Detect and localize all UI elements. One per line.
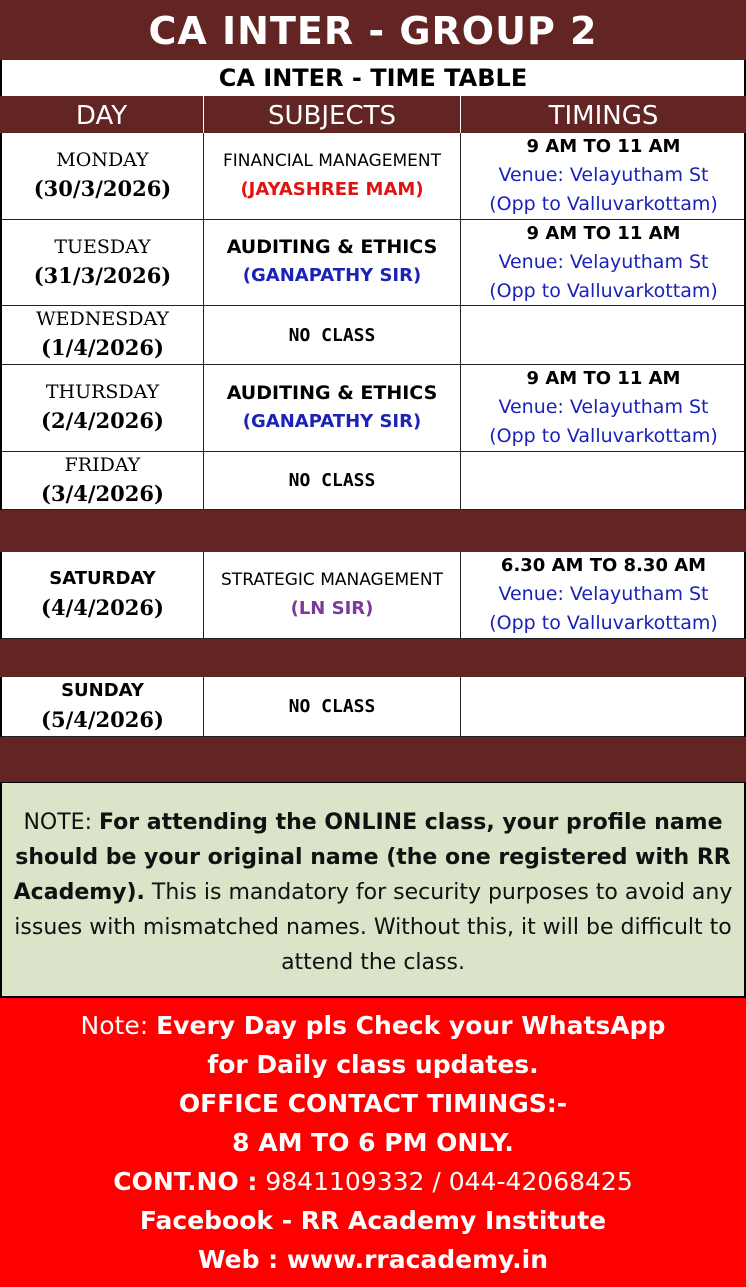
day-date: (4/4/2026): [41, 595, 164, 620]
no-class-label: NO CLASS: [288, 470, 376, 491]
teacher-name: (JAYASHREE MAM): [240, 178, 424, 200]
class-time: 9 AM TO 11 AM: [526, 136, 681, 157]
teacher-name: (GANAPATHY SIR): [242, 410, 422, 432]
table-header: [0, 96, 746, 133]
day-cell: [2, 220, 203, 305]
whatsapp-line-2: for Daily class updates.: [207, 1050, 539, 1079]
table-row-tuesday: [0, 220, 746, 306]
venue-landmark: (Opp to Valluvarkottam): [489, 425, 718, 447]
subject-name: AUDITING & ETHICS: [226, 236, 438, 258]
subject-name: AUDITING & ETHICS: [226, 381, 438, 404]
header-timings: TIMINGS: [460, 96, 746, 133]
day-name: THURSDAY: [45, 381, 160, 403]
day-name: TUESDAY: [54, 235, 151, 258]
divider-band: [0, 639, 746, 677]
timing-cell: [460, 365, 746, 451]
header-subjects: SUBJECTS: [203, 96, 460, 133]
subject-cell: [203, 133, 460, 219]
timing-cell-empty: [460, 677, 746, 736]
subject-name: FINANCIAL MANAGEMENT: [222, 150, 441, 171]
divider-band: [0, 510, 746, 552]
day-cell: [2, 452, 203, 509]
venue-line: Venue: Velayutham St: [498, 396, 709, 418]
day-date: (31/3/2026): [33, 262, 172, 288]
venue-line: Venue: Velayutham St: [498, 250, 709, 273]
note-body: This is mandatory for security purposes to avoid any issues with mismatched names. Without this, it will be difficult to attend the class.: [14, 880, 733, 975]
timing-cell: [460, 133, 746, 219]
teacher-name: (LN SIR): [290, 597, 374, 619]
page-subtitle: CA INTER - TIME TABLE: [0, 60, 746, 96]
day-date: (5/4/2026): [41, 706, 164, 732]
day-name: FRIDAY: [64, 453, 141, 476]
note-emphasis: For attending the ONLINE class, your profile name should be your original name (the one registered with RR Academy).: [13, 810, 731, 905]
page-title: CA INTER - GROUP 2: [0, 0, 746, 60]
table-row-friday: [0, 452, 746, 510]
contact-number-line: [0, 1162, 746, 1201]
whatsapp-text: Every Day pls Check your WhatsApp: [156, 1011, 666, 1040]
table-row-wednesday: [0, 306, 746, 365]
subject-cell: [203, 677, 460, 736]
subject-cell: [203, 365, 460, 451]
table-row-saturday: [0, 552, 746, 639]
contact-number-value: 9841109332 / 044-42068425: [265, 1167, 633, 1196]
whatsapp-line-1: [0, 1006, 746, 1045]
website-link[interactable]: Web : www.rracademy.in: [197, 1245, 549, 1274]
day-date: (3/4/2026): [41, 480, 164, 506]
day-cell: [2, 133, 203, 219]
venue-landmark: (Opp to Valluvarkottam): [489, 193, 718, 215]
subject-cell: [203, 220, 460, 305]
day-cell: [2, 552, 203, 638]
subject-name: STRATEGIC MANAGEMENT: [221, 569, 443, 590]
day-name: MONDAY: [56, 149, 149, 171]
header-day: DAY: [75, 101, 128, 131]
timing-cell-empty: [460, 452, 746, 509]
contact-note: [0, 998, 746, 1287]
timing-cell: [460, 220, 746, 305]
venue-line: Venue: Velayutham St: [498, 164, 709, 186]
online-class-note: [0, 782, 746, 998]
table-row-sunday: [0, 677, 746, 737]
day-cell: [2, 306, 203, 364]
facebook-link[interactable]: Facebook - RR Academy Institute: [139, 1206, 607, 1235]
venue-landmark: (Opp to Valluvarkottam): [489, 279, 718, 302]
subject-cell: [203, 552, 460, 638]
office-timings-value: 8 AM TO 6 PM ONLY.: [232, 1128, 514, 1157]
divider-band: [0, 737, 746, 782]
day-date: (30/3/2026): [33, 176, 172, 201]
teacher-name: (GANAPATHY SIR): [242, 265, 422, 286]
class-time: 6.30 AM TO 8.30 AM: [500, 555, 707, 576]
office-timings-heading: OFFICE CONTACT TIMINGS:-: [178, 1089, 568, 1118]
venue-landmark: (Opp to Valluvarkottam): [489, 612, 718, 634]
note-label: NOTE:: [23, 810, 92, 835]
table-row-thursday: [0, 365, 746, 452]
subject-cell: [203, 452, 460, 509]
contact-number-label: CONT.NO :: [113, 1167, 258, 1196]
timing-cell: [460, 552, 746, 638]
subject-cell: [203, 306, 460, 364]
venue-line: Venue: Velayutham St: [498, 583, 709, 605]
day-name: WEDNESDAY: [36, 308, 169, 330]
timing-cell-empty: [460, 306, 746, 364]
no-class-label: NO CLASS: [288, 324, 376, 346]
table-row-monday: [0, 133, 746, 220]
day-name: SUNDAY: [61, 679, 144, 701]
day-date: (1/4/2026): [41, 335, 164, 360]
day-cell: [2, 677, 203, 736]
day-cell: [2, 365, 203, 451]
day-date: (2/4/2026): [41, 408, 164, 433]
class-time: 9 AM TO 11 AM: [526, 222, 681, 244]
no-class-label: NO CLASS: [288, 696, 376, 717]
contact-note-label: Note:: [80, 1011, 149, 1040]
day-name: SATURDAY: [49, 568, 156, 589]
class-time: 9 AM TO 11 AM: [526, 368, 681, 389]
